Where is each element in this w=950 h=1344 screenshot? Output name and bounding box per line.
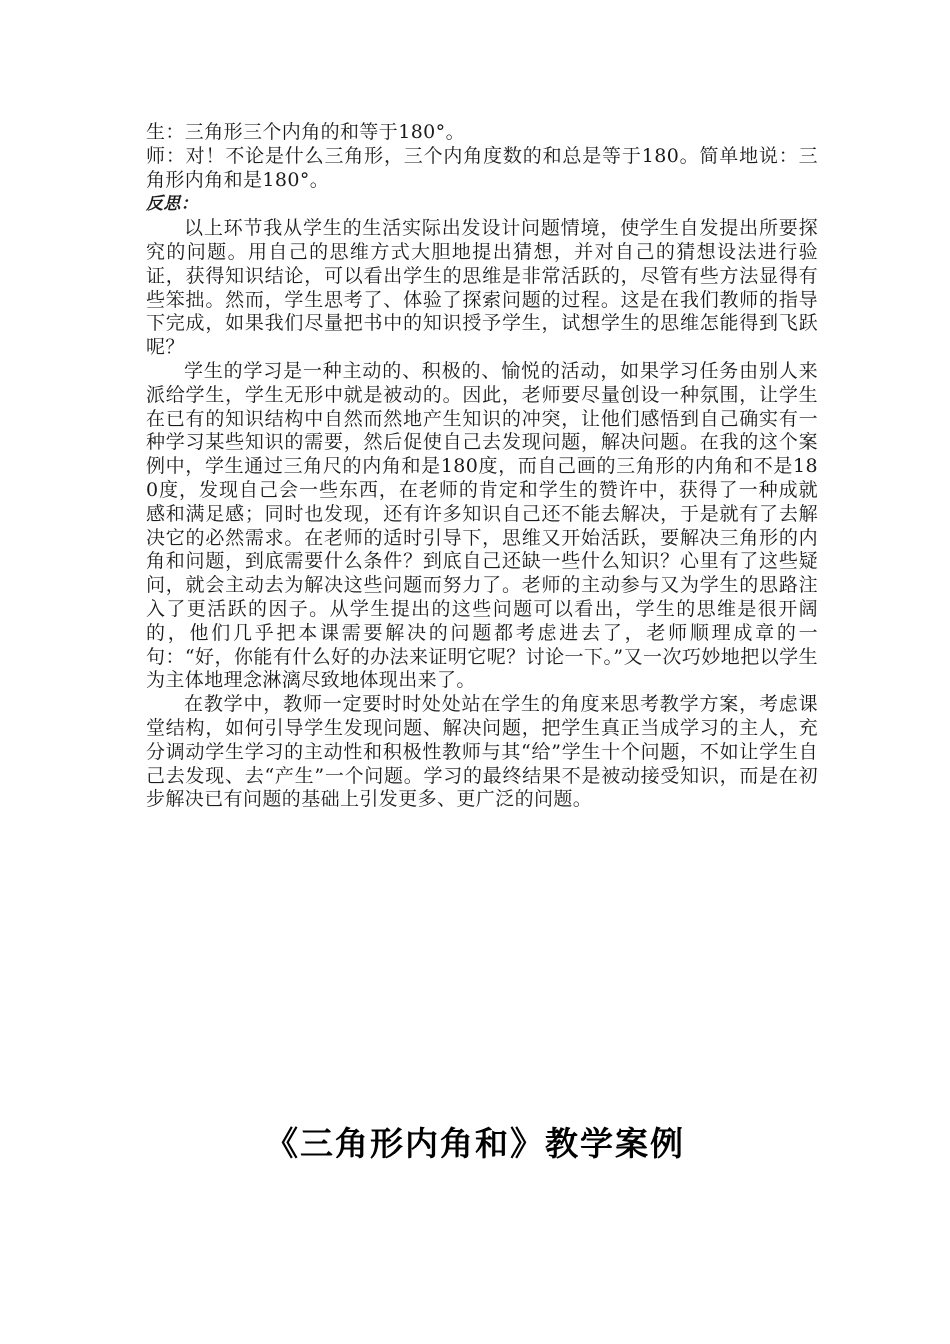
teacher-response-line: 师：对！不论是什么三角形，三个内角度数的和总是等于180。简单地说：三角形内角和是180°。 — [146, 144, 818, 191]
reflection-paragraph-2: 学生的学习是一种主动的、积极的、愉悦的活动，如果学习任务由别人来派给学生，学生无形中就是被动的。因此，老师要尽量创设一种氛围，让学生在已有的知识结构中自然而然地产生知识的冲突，让他们感悟到自己确实有一种学习某些知识的需要，然后促使自己去发现问题，解决问题。在我的这个案例中，学生通过三角尺的内角和是180度，而自己画的三角形的内角和不是180度，发现自己会一些东西，在老师的肯定和学生的赞许中，获得了一种成就感和满足感；同时也发现，还有许多知识自己还不能去解决，于是就有了去解决它的必然需求。在老师的适时引导下，思维又开始活跃，要解决三角形的内角和问题，到底需要什么条件？到底自己还缺一些什么知识？心里有了这些疑问，就会主动去为解决这些问题而努力了。老师的主动参与又为学生的思路注入了更活跃的因子。从学生提出的这些问题可以看出，学生的思维是很开阔的，他们几乎把本课需要解决的问题都考虑进去了，老师顺理成章的一句：“好，你能有什么好的办法来证明它呢？讨论一下。”又一次巧妙地把以学生为主体地理念淋漓尽致地体现出来了。 — [146, 359, 818, 692]
student-answer-line: 生：三角形三个内角的和等于180°。 — [146, 121, 465, 143]
reflection-heading — [146, 192, 818, 217]
reflection-paragraph-3: 在教学中，教师一定要时时处处站在学生的角度来思考教学方案，考虑课堂结构，如何引导学生发现问题、解决问题，把学生真正当成学习的主人，充分调动学生学习的主动性和积极性教师与其“给”学生十个问题，不如让学生自己去发现、去“产生”一个问题。学习的最终结果不是被动接受知识，而是在初步解决已有问题的基础上引发更多、更广泛的问题。 — [146, 693, 818, 811]
document-body — [146, 121, 818, 812]
document-title: 《三角形内角和》教学案例 — [265, 1124, 685, 1163]
reflection-label: 反思： — [146, 194, 199, 215]
reflection-paragraph-1: 以上环节我从学生的生活实际出发设计问题情境，使学生自发提出所要探究的问题。用自己的思维方式大胆地提出猜想，并对自己的猜想设法进行验证，获得知识结论，可以看出学生的思维是非常活跃的，尽管有些方法显得有些笨拙。然而，学生思考了、体验了探索问题的过程。这是在我们教师的指导下完成，如果我们尽量把书中的知识授予学生，试想学生的思维怎能得到飞跃呢？ — [146, 217, 818, 359]
